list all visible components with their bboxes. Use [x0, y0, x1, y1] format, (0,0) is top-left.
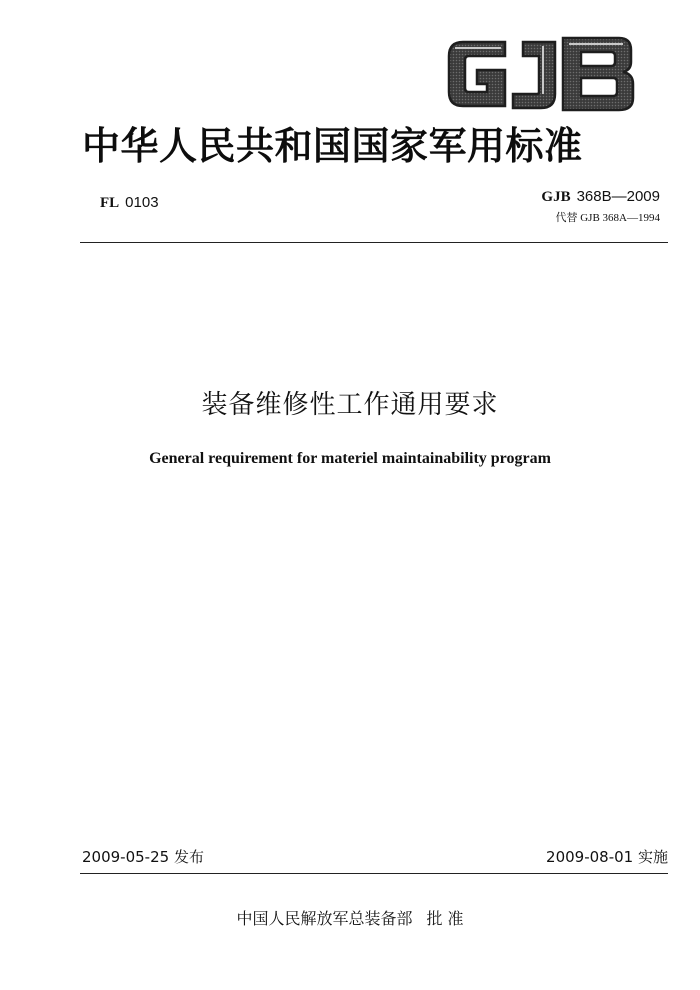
standard-number-value: 368B—2009: [576, 188, 660, 205]
standard-organization-title: 中华人民共和国国家军用标准: [82, 123, 583, 168]
logo-letter-g: [449, 42, 505, 106]
classification-code: [100, 193, 159, 212]
standard-number: [541, 187, 660, 206]
fl-prefix: FL: [100, 195, 120, 211]
gjb-logo: [443, 32, 637, 116]
logo-letter-b: [563, 38, 633, 110]
standard-prefix: GJB: [541, 189, 571, 205]
implementation-date: 2009-08-01 实施: [546, 848, 668, 866]
replaces-standard: 代替 GJB 368A—1994: [555, 212, 660, 224]
approver-name: 中国人民解放军总装备部: [236, 909, 413, 928]
approve-label: 批 准: [426, 909, 464, 928]
footer-divider: [80, 873, 668, 874]
header-divider: [80, 242, 668, 243]
issue-date: 2009-05-25 发布: [82, 848, 204, 866]
logo-letter-j: [513, 42, 555, 108]
document-title-english: General requirement for materiel maintainability program: [149, 450, 551, 467]
approving-authority: [0, 906, 700, 929]
fl-number: 0103: [125, 194, 159, 211]
document-title-chinese: 装备维修性工作通用要求: [201, 390, 499, 420]
